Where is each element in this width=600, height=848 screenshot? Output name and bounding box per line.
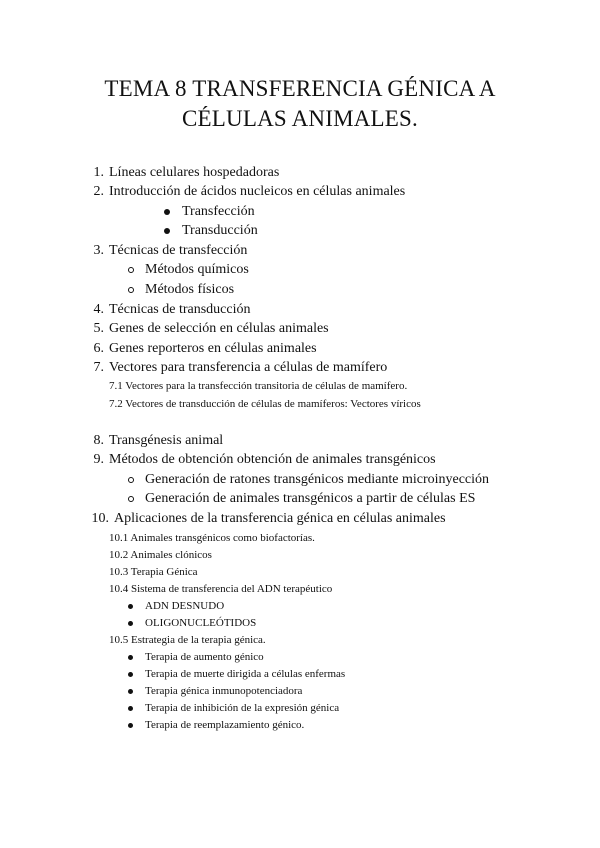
list-item: Métodos químicos	[145, 262, 249, 277]
circle-bullet-icon	[128, 477, 134, 483]
list-number: 5.	[93, 321, 104, 336]
list-number: 9.	[93, 452, 104, 467]
list-number: 6.	[93, 341, 104, 356]
circle-bullet-icon	[128, 267, 134, 273]
list-number: 7.	[93, 360, 104, 375]
list-item: Líneas celulares hospedadoras	[109, 165, 280, 180]
circle-bullet-icon	[128, 287, 134, 293]
list-item: Transfección	[182, 204, 255, 219]
list-number: 4.	[93, 302, 104, 317]
sub-item: 7.2 Vectores de transducción de células de mamíferos: Vectores víricos	[109, 398, 421, 410]
page-title-line-2: CÉLULAS ANIMALES.	[182, 106, 418, 131]
list-item: Introducción de ácidos nucleicos en células animales	[109, 184, 406, 199]
bullet-icon	[128, 604, 133, 609]
sub-item: 10.2 Animales clónicos	[109, 549, 212, 561]
sub-sub-item: Terapia génica inmunopotenciadora	[145, 685, 303, 697]
sub-sub-item: ADN DESNUDO	[145, 600, 225, 612]
list-item: Transducción	[182, 223, 258, 238]
list-item: Genes reporteros en células animales	[109, 341, 317, 356]
sub-sub-item: Terapia de muerte dirigida a células enfermas	[145, 668, 346, 680]
sub-sub-item: Terapia de inhibición de la expresión génica	[145, 702, 340, 714]
list-number: 3.	[93, 243, 104, 258]
bullet-icon	[128, 723, 133, 728]
sub-sub-item: Terapia de aumento génico	[145, 651, 264, 663]
bullet-icon	[164, 209, 170, 215]
sub-item: 10.5 Estrategia de la terapia génica.	[109, 634, 266, 646]
list-item: Generación de ratones transgénicos mediante microinyección	[145, 472, 490, 487]
bullet-icon	[128, 672, 133, 677]
page-title-line-1: TEMA 8 TRANSFERENCIA GÉNICA A	[104, 76, 496, 101]
bullet-icon	[128, 689, 133, 694]
bullet-icon	[128, 621, 133, 626]
list-item: Genes de selección en células animales	[109, 321, 329, 336]
bullet-icon	[128, 706, 133, 711]
list-number: 8.	[93, 433, 104, 448]
list-number: 1.	[93, 165, 104, 180]
sub-item: 10.1 Animales transgénicos como biofactorías.	[109, 532, 315, 544]
sub-sub-item: Terapia de reemplazamiento génico.	[145, 719, 305, 731]
list-item: Transgénesis animal	[109, 433, 224, 448]
list-item: Vectores para transferencia a células de mamífero	[109, 360, 388, 375]
bullet-icon	[128, 655, 133, 660]
list-number: 10.	[91, 511, 109, 526]
list-item: Técnicas de transducción	[109, 302, 251, 317]
list-number: 2.	[93, 184, 104, 199]
list-item: Generación de animales transgénicos a partir de células ES	[145, 491, 476, 506]
list-item: Aplicaciones de la transferencia génica en células animales	[114, 511, 446, 526]
sub-item: 10.4 Sistema de transferencia del ADN terapéutico	[109, 583, 333, 595]
sub-sub-item: OLIGONUCLEÓTIDOS	[145, 617, 257, 629]
bullet-icon	[164, 228, 170, 234]
circle-bullet-icon	[128, 496, 134, 502]
sub-item: 10.3 Terapia Génica	[109, 566, 198, 578]
list-item: Métodos físicos	[145, 282, 235, 297]
list-item: Técnicas de transfección	[109, 243, 248, 258]
sub-item: 7.1 Vectores para la transfección transitoria de células de mamífero.	[109, 380, 408, 392]
list-item: Métodos de obtención obtención de animales transgénicos	[109, 452, 436, 467]
